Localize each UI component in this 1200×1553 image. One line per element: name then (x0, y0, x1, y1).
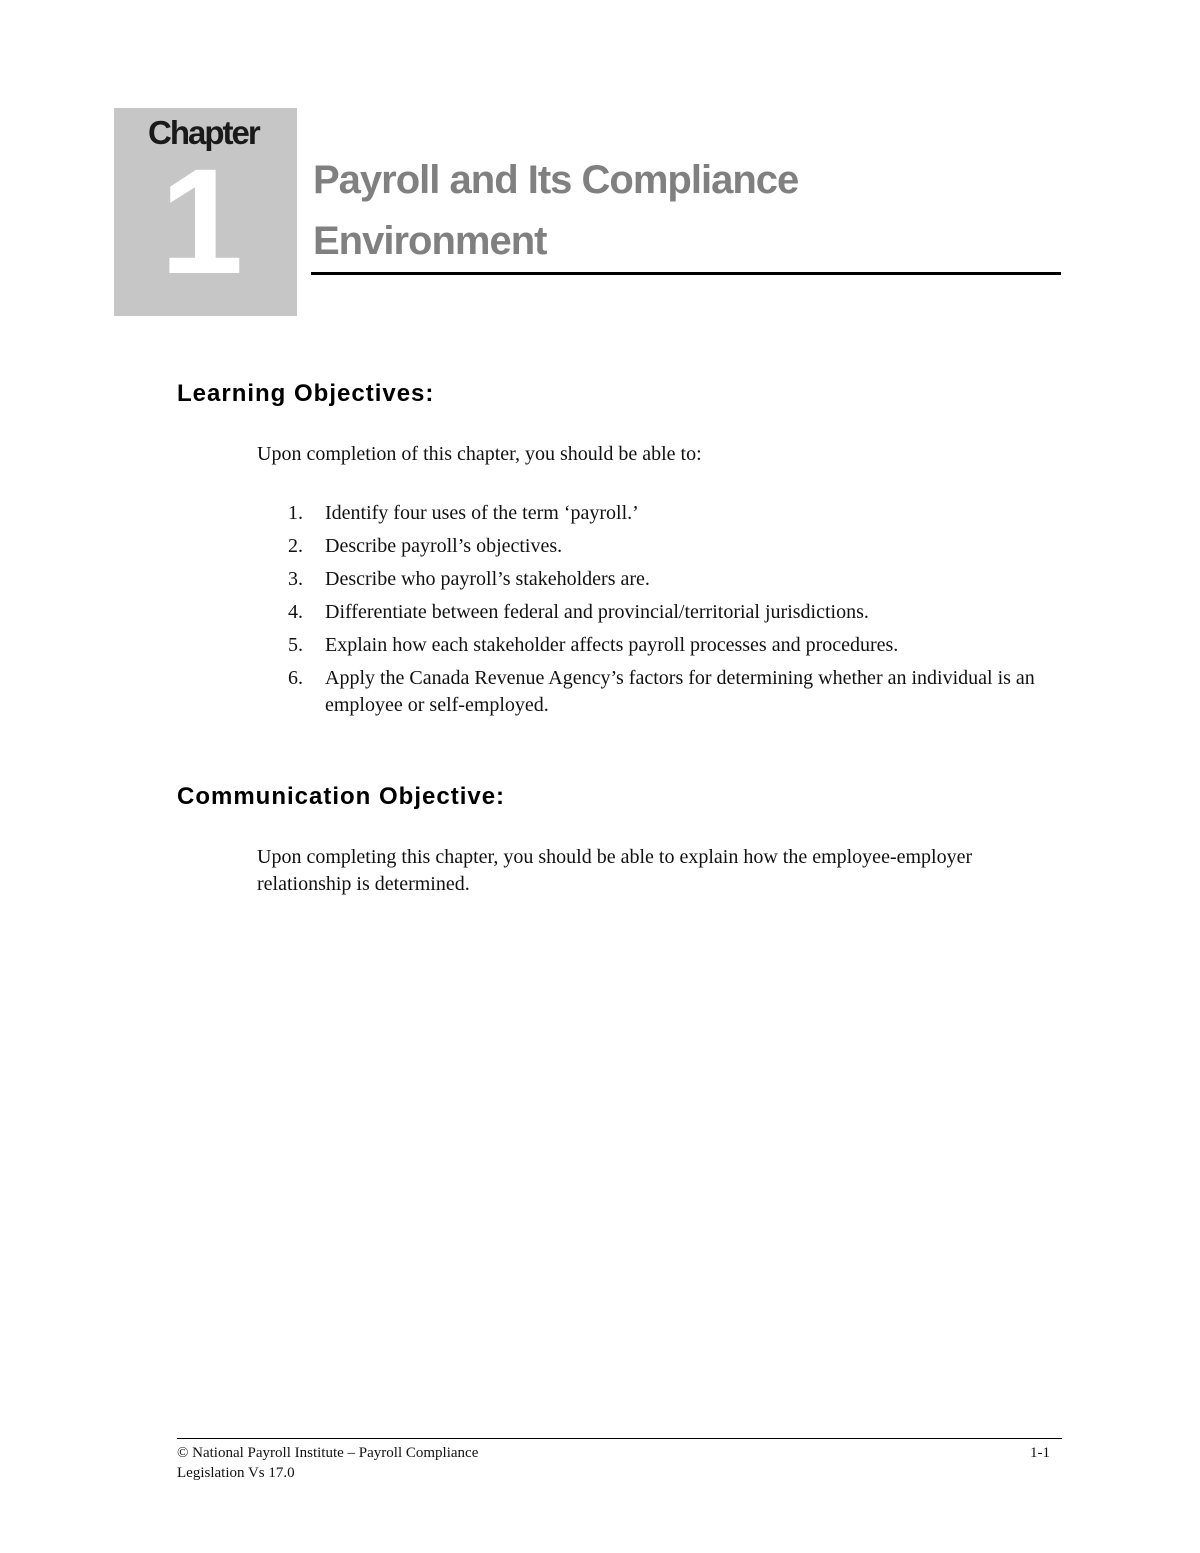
list-item-text: Describe payroll’s objectives. (325, 535, 563, 557)
chapter-label: Chapter (148, 114, 259, 151)
communication-objective-text: Upon completing this chapter, you should be able to explain how the employee-employer relationship is determined. (257, 846, 973, 895)
list-item-number: 5. (288, 634, 303, 656)
list-item (288, 632, 1048, 659)
list-item (288, 500, 1048, 527)
learning-objectives-intro: Upon completion of this chapter, you should be able to: (257, 443, 702, 465)
title-divider (311, 272, 1061, 275)
chapter-title-line-1: Payroll and Its Compliance (313, 158, 799, 202)
list-item-text: Apply the Canada Revenue Agency’s factors for determining whether an individual is an employee or self-employed. (325, 667, 1035, 716)
list-item (288, 566, 1048, 593)
chapter-number: 1 (160, 137, 244, 305)
page-number: 1-1 (1030, 1445, 1050, 1461)
chapter-title-line-2: Environment (313, 219, 547, 263)
list-item-text: Identify four uses of the term ‘payroll.’ (325, 502, 639, 524)
footer-copyright (177, 1443, 478, 1483)
footer-line-1: © National Payroll Institute – Payroll Compliance (177, 1445, 479, 1461)
chapter-title (313, 150, 1073, 272)
list-item-number: 2. (288, 535, 303, 557)
list-item (288, 599, 1048, 626)
list-item-text: Explain how each stakeholder affects payroll processes and procedures. (325, 634, 899, 656)
list-item-text: Describe who payroll’s stakeholders are. (325, 568, 650, 590)
list-item-number: 1. (288, 502, 303, 524)
learning-objectives-list (288, 500, 1048, 725)
list-item-number: 4. (288, 601, 303, 623)
list-item (288, 665, 1048, 719)
list-item-number: 3. (288, 568, 303, 590)
list-item-text: Differentiate between federal and provincial/territorial jurisdictions. (325, 601, 869, 623)
list-item-number: 6. (288, 667, 303, 689)
footer-divider (177, 1438, 1062, 1439)
list-item (288, 533, 1048, 560)
learning-objectives-heading: Learning Objectives: (177, 380, 435, 407)
communication-objective-heading: Communication Objective: (177, 783, 506, 810)
footer-line-2: Legislation Vs 17.0 (177, 1465, 295, 1481)
